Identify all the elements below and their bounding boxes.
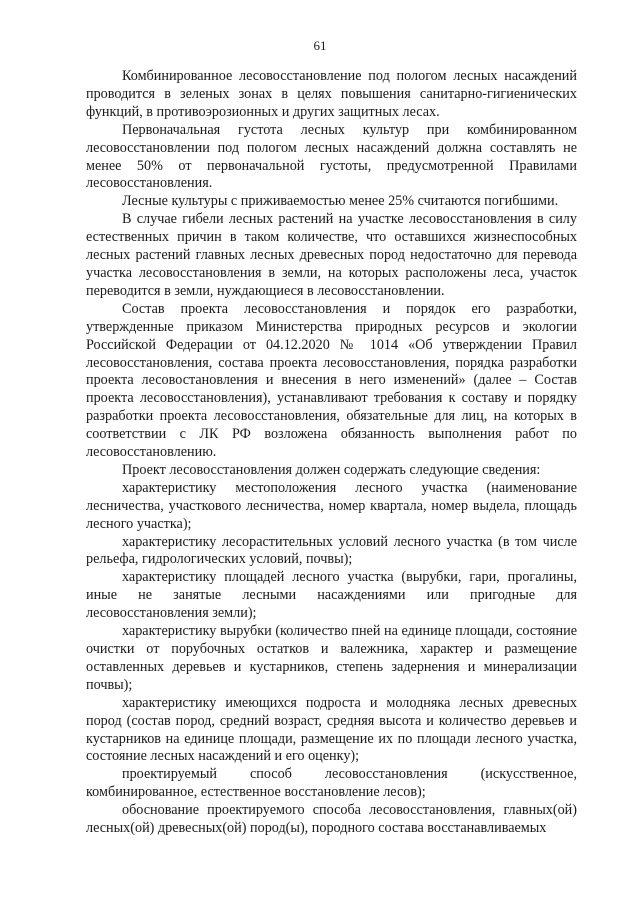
list-item-paragraph: характеристику местоположения лесного участка (наименование лесничества, участкового лесничества, номер квартала, номер выдела, площадь лесного участка); xyxy=(86,479,577,532)
list-item-paragraph: проектируемый способ лесовосстановления (искусственное, комбинированное, естественное восстановление лесов); xyxy=(86,766,577,801)
paragraph: Состав проекта лесовосстановления и порядок его разработки, утвержденные приказом Министерства природных ресурсов и экологии Российской Федерации от 04.12.2020 № 1014 «Об утверждении Правил лесовосстановления, состава проекта лесовосстановления, порядка разработки проекта лесовостановления и внесения в него изменений» (далее – Состав проекта лесовосстановления), устанавливают требования к составу и порядку разработки проекта лесовосстановления, обязательные для лиц, на которых в соответствии с ЛК РФ возложена обязанность выполнения работ по лесовосстановлению. xyxy=(86,300,577,461)
paragraph: Первоначальная густота лесных культур при комбинированном лесовосстановлении под пологом лесных насаждений должна составлять не менее 50% от первоначальной густоты, предусмотренной Правилами лесовосстановления. xyxy=(86,121,577,192)
list-item-paragraph: характеристику площадей лесного участка (вырубки, гари, прогалины, иные не занятые лесными насаждениями или пригодные для лесовосстановления земли); xyxy=(86,569,577,622)
paragraph: Комбинированное лесовосстановление под пологом лесных насаждений проводится в зеленых зонах в целях повышения санитарно-гигиенических функций, в противоэрозионных и других защитных лесах. xyxy=(86,68,577,120)
paragraph: В случае гибели лесных растений на участке лесовосстановления в силу естественных причин в таком количестве, что оставшихся жизнеспособных лесных растений главных лесных древесных пород недостаточно для перевода участка лесовосстановления в земли, на которых расположены леса, участок переводится в земли, нуждающиеся в лесовосстановлении. xyxy=(86,211,577,299)
list-item-paragraph: характеристику лесорастительных условий лесного участка (в том числе рельефа, гидрологических условий, почвы); xyxy=(86,533,577,568)
page-number: 61 xyxy=(313,38,327,53)
list-item-paragraph: обоснование проектируемого способа лесовосстановления, главных(ой) лесных(ой) древесных(ой) пород(ы), породного состава восстанавливаемых xyxy=(86,802,577,837)
paragraph: Проект лесовосстановления должен содержать следующие сведения: xyxy=(122,461,541,478)
document-body xyxy=(86,68,577,838)
list-item-paragraph: характеристику имеющихся подроста и молодняка лесных древесных пород (состав пород, средний возраст, средняя высота и количество деревьев и кустарников на единице площади, размещение их по площади лесного участка, состояние лесных насаждений и его оценку); xyxy=(86,694,577,765)
paragraph: Лесные культуры с приживаемостью менее 25% считаются погибшими. xyxy=(122,193,559,210)
list-item-paragraph: характеристику вырубки (количество пней на единице площади, состояние очистки от порубочных остатков и валежника, характер и размещение оставленных деревьев и кустарников, степень задернения и минерализации почвы); xyxy=(86,623,577,693)
